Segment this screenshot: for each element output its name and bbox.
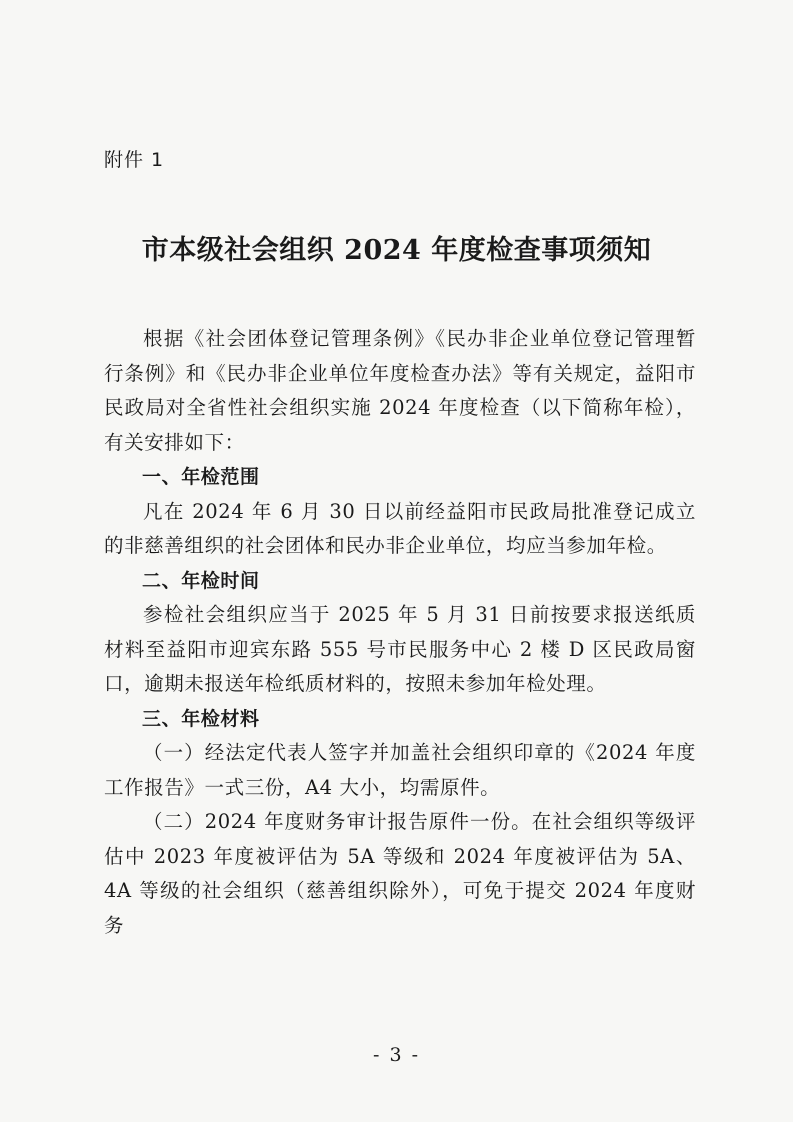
paragraph-materials-1: （一）经法定代表人签字并加盖社会组织印章的《2024 年度工作报告》一式三份，A4 大小，均需原件。 [104,741,696,799]
paragraph-time: 参检社会组织应当于 2025 年 5 月 31 日前按要求报送纸质材料至益阳市迎宾东路 555 号市民服务中心 2 楼 D 区民政局窗口，逾期未报送年检纸质材料的，按照未参加年检处理。 [104,603,696,695]
paragraph-materials-2: （二）2024 年度财务审计报告原件一份。在社会组织等级评估中 2023 年度被评估为 5A 等级和 2024 年度被评估为 5A、4A 等级的社会组织（慈善组织除外），可免于提交 2024 年度财务 [104,810,696,937]
paragraph-scope: 凡在 2024 年 6 月 30 日以前经益阳市民政局批准登记成立的非慈善组织的社会团体和民办非企业单位，均应当参加年检。 [104,499,696,557]
section-heading-scope: 一、年检范围 [142,466,260,488]
document-body [104,322,696,943]
document-title: 市本级社会组织 2024 年度检查事项须知 [141,235,652,266]
section-heading-materials: 三、年检材料 [142,707,260,730]
attachment-label: 附件 1 [104,149,165,171]
section-heading-time: 二、年检时间 [142,569,260,592]
page-number: - 3 - [372,1044,420,1066]
paragraph-intro: 根据《社会团体登记管理条例》《民办非企业单位登记管理暂行条例》和《民办非企业单位年度检查办法》等有关规定，益阳市民政局对全省性社会组织实施 2024 年度检查（以下简称年检），有关安排如下： [104,327,696,454]
